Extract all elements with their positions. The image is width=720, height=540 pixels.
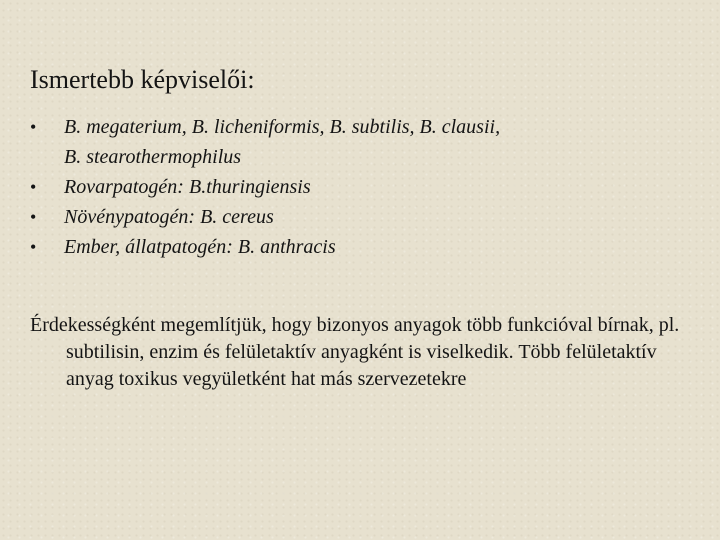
bullet-glyph: • xyxy=(30,237,37,257)
list-item xyxy=(30,232,690,262)
slide-heading: Ismertebb képviselői: xyxy=(30,65,255,94)
list-item xyxy=(30,112,690,172)
bullet-glyph: • xyxy=(30,177,37,197)
list-item-text-continued: B. stearothermophilus xyxy=(64,146,242,168)
list-item xyxy=(30,172,690,202)
bullet-glyph: • xyxy=(30,207,37,227)
list-item-text: Növénypatogén: B. cereus xyxy=(64,206,274,228)
body-paragraph: Érdekességként megemlítjük, hogy bizonyos anyagok több funkcióval bírnak, pl. subtilisin, enzim és felületaktív anyagként is viselkedik. Több felületaktív anyag toxikus vegyületként hat más szervezetekre xyxy=(30,314,680,390)
list-item xyxy=(30,202,690,232)
list-item-text: Ember, állatpatogén: B. anthracis xyxy=(64,236,336,258)
list-item-text: B. megaterium, B. licheniformis, B. subtilis, B. clausii, xyxy=(64,116,501,138)
bullet-glyph: • xyxy=(30,117,37,137)
list-item-text: Rovarpatogén: B.thuringiensis xyxy=(64,176,311,198)
species-list xyxy=(30,112,690,262)
